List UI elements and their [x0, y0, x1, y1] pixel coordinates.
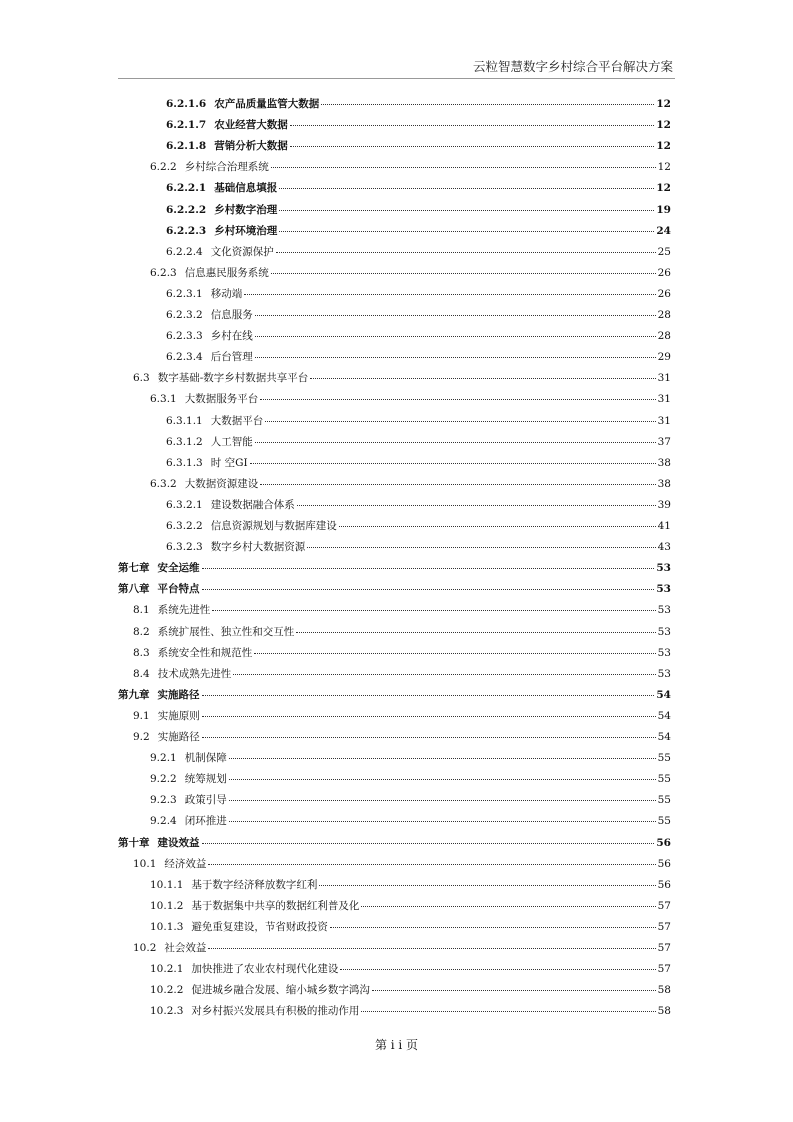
toc-entry-page: 53: [656, 562, 671, 575]
toc-entry-number: 第八章: [118, 583, 150, 596]
toc-entry-number: 8.4: [133, 667, 150, 680]
toc-entry-title: 机制保障: [184, 752, 227, 765]
toc-entry-page: 56: [657, 857, 671, 870]
toc-entry-title: 基于数据集中共享的数据红利普及化: [191, 899, 360, 912]
toc-entry[interactable]: [150, 392, 671, 406]
toc-entry-number: 8.2: [133, 625, 150, 638]
toc-entry[interactable]: [150, 920, 671, 934]
toc-entry-number: 第十章: [118, 836, 150, 849]
toc-entry-title: 实施原则: [157, 709, 200, 722]
toc-entry-page: 53: [657, 667, 671, 680]
toc-entry-title: 数字乡村大数据资源: [210, 541, 306, 554]
toc-entry-number: 第七章: [118, 562, 150, 575]
toc-dot-leader: [255, 307, 656, 316]
toc-entry-title: 大数据平台: [210, 414, 264, 427]
toc-entry[interactable]: [150, 477, 671, 491]
toc-entry-number: 9.1: [133, 709, 150, 722]
toc-entry[interactable]: [166, 287, 671, 301]
toc-dot-leader: [296, 624, 655, 633]
toc-entry-number: 6.3.1.3: [166, 456, 203, 469]
toc-dot-leader: [202, 687, 655, 696]
toc-entry-title: 文化资源保护: [210, 245, 274, 258]
toc-dot-leader: [202, 729, 656, 738]
toc-entry-page: 57: [657, 942, 671, 954]
toc-entry[interactable]: [150, 793, 671, 807]
toc-entry-page: 55: [657, 794, 671, 807]
toc-entry[interactable]: [133, 625, 671, 639]
toc-entry[interactable]: [150, 962, 671, 976]
toc-entry-page: 57: [657, 920, 671, 933]
toc-entry-number: 6.3: [133, 372, 150, 385]
toc-dot-leader: [307, 539, 655, 548]
toc-dot-leader: [361, 898, 655, 907]
toc-entry[interactable]: [133, 730, 671, 744]
toc-entry-title: 移动端: [210, 287, 243, 300]
toc-dot-leader: [290, 138, 655, 147]
toc-entry-number: 10.1.3: [150, 920, 184, 933]
toc-entry-number: 6.3.1: [150, 393, 177, 406]
toc-dot-leader: [229, 771, 656, 780]
toc-entry-number: 6.2.3.1: [166, 287, 203, 300]
toc-entry-page: 55: [657, 773, 671, 786]
toc-entry-number: 6.2.1.7: [166, 119, 207, 132]
toc-entry-title: 农业经营大数据: [214, 119, 288, 132]
toc-entry-number: 10.2: [133, 942, 157, 954]
toc-entry-page: 31: [657, 414, 671, 427]
running-header: 云粒智慧数字乡村综合平台解决方案: [472, 59, 673, 74]
toc-dot-leader: [339, 518, 656, 527]
toc-dot-leader: [290, 117, 655, 126]
toc-entry-number: 6.3.2.2: [166, 520, 203, 532]
toc-entry-number: 10.2.1: [150, 963, 184, 976]
toc-entry[interactable]: [118, 688, 671, 702]
toc-entry[interactable]: [118, 836, 671, 850]
toc-entry[interactable]: [166, 456, 671, 470]
toc-dot-leader: [265, 413, 655, 422]
toc-dot-leader: [244, 286, 655, 295]
page-number: 第 i i 页: [374, 1038, 419, 1052]
toc-entry-number: 8.3: [133, 646, 150, 659]
toc-entry-number: 6.2.3.4: [166, 351, 203, 364]
toc-entry-page: 57: [657, 899, 671, 912]
toc-dot-leader: [233, 666, 655, 675]
toc-entry[interactable]: [150, 751, 671, 765]
toc-entry-title: 平台特点: [157, 583, 200, 596]
toc-entry-page: 12: [656, 182, 671, 195]
toc-entry-title: 乡村综合治理系统: [184, 161, 269, 174]
toc-entry-number: 8.1: [133, 604, 150, 617]
toc-entry-title: 加快推进了农业农村现代化建设: [191, 963, 339, 976]
toc-entry-number: 6.2.2.3: [166, 224, 207, 237]
toc-entry-number: 9.2.3: [150, 794, 177, 807]
toc-dot-leader: [212, 602, 655, 611]
toc-entry-page: 31: [657, 372, 671, 385]
toc-dot-leader: [229, 792, 656, 801]
toc-entry-page: 38: [657, 456, 671, 469]
toc-entry-number: 10.1: [133, 857, 157, 870]
toc-entry-number: 6.2.3: [150, 266, 177, 279]
toc-entry-page: 28: [657, 309, 671, 321]
toc-entry[interactable]: [150, 878, 671, 892]
toc-entry-page: 53: [657, 604, 671, 617]
toc-entry-page: 58: [657, 984, 671, 997]
toc-entry[interactable]: [166, 224, 671, 238]
toc-dot-leader: [202, 560, 655, 569]
toc-entry-page: 12: [656, 140, 671, 153]
toc-entry-title: 人工智能: [210, 435, 253, 448]
toc-entry-title: 营销分析大数据: [214, 140, 288, 153]
toc-dot-leader: [255, 328, 656, 337]
toc-entry-page: 12: [656, 98, 671, 110]
toc-entry-page: 12: [656, 119, 671, 132]
toc-entry-number: 6.2.3.2: [166, 309, 203, 321]
toc-entry-title: 基础信息填报: [214, 182, 278, 195]
toc-entry-title: 信息惠民服务系统: [184, 266, 269, 279]
toc-entry[interactable]: [166, 519, 671, 533]
toc-entry-number: 6.2.3.3: [166, 330, 203, 343]
toc-dot-leader: [271, 265, 656, 274]
toc-dot-leader: [255, 349, 656, 358]
toc-entry-page: 53: [656, 583, 671, 596]
header-divider: [118, 78, 675, 79]
toc-entry[interactable]: [166, 329, 671, 343]
toc-entry-number: 9.2.1: [150, 752, 177, 765]
toc-entry-number: 6.3.1.2: [166, 435, 203, 448]
toc-dot-leader: [208, 856, 655, 865]
toc-entry-number: 10.2.3: [150, 1005, 184, 1018]
toc-entry-title: 避免重复建设，节省财政投资: [191, 920, 328, 933]
toc-dot-leader: [229, 813, 656, 822]
toc-entry-number: 9.2.2: [150, 773, 177, 786]
toc-entry-title: 数字基础-数字乡村数据共享平台: [157, 372, 309, 385]
toc-entry-number: 6.2.1.6: [166, 98, 207, 110]
toc-entry[interactable]: [150, 160, 671, 174]
toc-entry-title: 大数据服务平台: [184, 393, 259, 406]
toc-entry-number: 第九章: [118, 688, 150, 701]
toc-entry-page: 24: [656, 224, 671, 237]
toc-dot-leader: [279, 223, 654, 232]
toc-dot-leader: [229, 750, 656, 759]
toc-entry-title: 乡村环境治理: [214, 224, 278, 237]
toc-dot-leader: [279, 202, 654, 211]
toc-entry[interactable]: [166, 498, 671, 512]
toc-entry[interactable]: [150, 899, 671, 913]
toc-entry[interactable]: [166, 308, 671, 322]
toc-entry-number: 9.2.4: [150, 815, 177, 828]
toc-entry-number: 10.2.2: [150, 984, 184, 997]
toc-entry-number: 6.3.2: [150, 477, 177, 490]
toc-entry-number: 6.2.2.1: [166, 182, 207, 195]
toc-dot-leader: [319, 877, 655, 886]
toc-dot-leader: [361, 1003, 655, 1012]
toc-entry[interactable]: [150, 266, 671, 280]
toc-entry-title: 大数据资源建设: [184, 477, 259, 490]
toc-dot-leader: [202, 581, 655, 590]
toc-entry[interactable]: [133, 646, 671, 660]
toc-entry-title: 信息服务: [210, 309, 253, 321]
toc-entry-page: 29: [657, 351, 671, 364]
toc-entry[interactable]: [166, 97, 671, 111]
toc-dot-leader: [254, 645, 655, 654]
toc-entry[interactable]: [150, 983, 671, 997]
toc-entry-title: 系统安全性和规范性: [157, 646, 253, 659]
toc-entry-title: 建设效益: [157, 836, 200, 849]
toc-entry-number: 6.2.2.2: [166, 203, 207, 216]
toc-dot-leader: [202, 835, 655, 844]
toc-entry-page: 12: [657, 161, 671, 174]
toc-entry-page: 43: [657, 541, 671, 554]
toc-entry-number: 6.2.1.8: [166, 140, 207, 153]
toc-entry-page: 37: [657, 435, 671, 448]
toc-entry-title: 促进城乡融合发展、缩小城乡数字鸿沟: [191, 984, 370, 997]
toc-entry-page: 56: [657, 878, 671, 891]
toc-entry-title: 实施路径: [157, 731, 200, 743]
toc-entry-title: 基于数字经济释放数字红利: [191, 878, 318, 891]
toc-entry-number: 6.2.2: [150, 161, 177, 174]
toc-dot-leader: [260, 391, 655, 400]
toc-entry-number: 10.1.1: [150, 878, 184, 891]
toc-entry-page: 38: [657, 477, 671, 490]
toc-dot-leader: [321, 96, 654, 105]
toc-entry-title: 统筹规划: [184, 773, 227, 786]
toc-dot-leader: [340, 961, 655, 970]
toc-entry[interactable]: [133, 941, 671, 955]
toc-dot-leader: [208, 940, 655, 949]
toc-entry-page: 25: [657, 245, 671, 258]
toc-dot-leader: [297, 497, 656, 506]
toc-entry-title: 经济效益: [164, 857, 207, 870]
toc-dot-leader: [255, 434, 656, 443]
toc-entry[interactable]: [166, 245, 671, 259]
toc-entry[interactable]: [166, 435, 671, 449]
toc-entry-page: 26: [657, 266, 671, 279]
toc-entry[interactable]: [118, 561, 671, 575]
toc-entry-page: 28: [657, 330, 671, 343]
toc-entry[interactable]: [166, 414, 671, 428]
toc-entry-number: 6.3.1.1: [166, 414, 203, 427]
toc-entry[interactable]: [118, 582, 671, 596]
toc-entry-page: 53: [657, 646, 671, 659]
toc-dot-leader: [372, 982, 656, 991]
toc-entry-title: 后台管理: [210, 351, 253, 364]
toc-entry-title: 时 空GI: [210, 456, 248, 469]
toc-entry[interactable]: [133, 603, 671, 617]
toc-entry-title: 政策引导: [184, 794, 227, 807]
toc-entry[interactable]: [133, 857, 671, 871]
toc-dot-leader: [260, 476, 655, 485]
toc-entry[interactable]: [133, 709, 671, 723]
toc-entry-page: 31: [657, 393, 671, 406]
toc-entry-title: 农产品质量监管大数据: [214, 98, 320, 110]
toc-entry-page: 54: [656, 688, 671, 701]
toc-entry-number: 9.2: [133, 731, 150, 743]
toc-entry[interactable]: [166, 118, 671, 132]
toc-dot-leader: [279, 180, 654, 189]
toc-dot-leader: [276, 244, 656, 253]
toc-entry-page: 54: [657, 731, 671, 743]
toc-entry-title: 系统先进性: [157, 604, 211, 617]
toc-entry-page: 55: [657, 815, 671, 828]
toc-entry[interactable]: [166, 181, 671, 195]
toc-entry[interactable]: [166, 203, 671, 217]
toc-entry-page: 58: [657, 1005, 671, 1018]
toc-entry-number: 10.1.2: [150, 899, 184, 912]
toc-entry[interactable]: [150, 1004, 671, 1018]
toc-entry-title: 乡村在线: [210, 330, 253, 343]
toc-entry[interactable]: [166, 139, 671, 153]
toc-entry-page: 55: [657, 752, 671, 765]
toc-dot-leader: [202, 708, 656, 717]
toc-entry-number: 6.3.2.3: [166, 541, 203, 554]
toc-dot-leader: [310, 370, 655, 379]
toc-entry-title: 信息资源规划与数据库建设: [210, 520, 337, 532]
toc-entry-title: 安全运维: [157, 562, 200, 575]
toc-entry-title: 对乡村振兴发展具有积极的推动作用: [191, 1005, 360, 1018]
toc-entry-title: 系统扩展性、独立性和交互性: [157, 625, 295, 638]
toc-dot-leader: [250, 455, 656, 464]
toc-entry-title: 建设数据融合体系: [210, 498, 295, 511]
toc-entry-title: 技术成熟先进性: [157, 667, 232, 680]
toc-entry-page: 26: [657, 287, 671, 300]
toc-entry-number: 6.3.2.1: [166, 498, 203, 511]
toc-entry-page: 19: [656, 203, 671, 216]
toc-entry-title: 实施路径: [157, 688, 200, 701]
toc-entry-page: 57: [657, 963, 671, 976]
toc-entry-page: 41: [657, 520, 671, 532]
toc-entry-title: 社会效益: [164, 942, 207, 954]
toc-entry-title: 闭环推进: [184, 815, 227, 828]
toc-entry-page: 56: [656, 836, 671, 849]
toc-entry[interactable]: [150, 772, 671, 786]
toc-entry[interactable]: [166, 540, 671, 554]
toc-entry-page: 54: [657, 709, 671, 722]
toc-entry[interactable]: [133, 667, 671, 681]
toc-entry-title: 乡村数字治理: [214, 203, 278, 216]
toc-entry[interactable]: [166, 350, 671, 364]
toc-dot-leader: [271, 159, 656, 168]
toc-entry-page: 53: [657, 625, 671, 638]
toc-dot-leader: [330, 919, 656, 928]
toc-entry[interactable]: [133, 371, 671, 385]
toc-entry-number: 6.2.2.4: [166, 245, 203, 258]
toc-entry[interactable]: [150, 814, 671, 828]
toc-entry-page: 39: [657, 498, 671, 511]
